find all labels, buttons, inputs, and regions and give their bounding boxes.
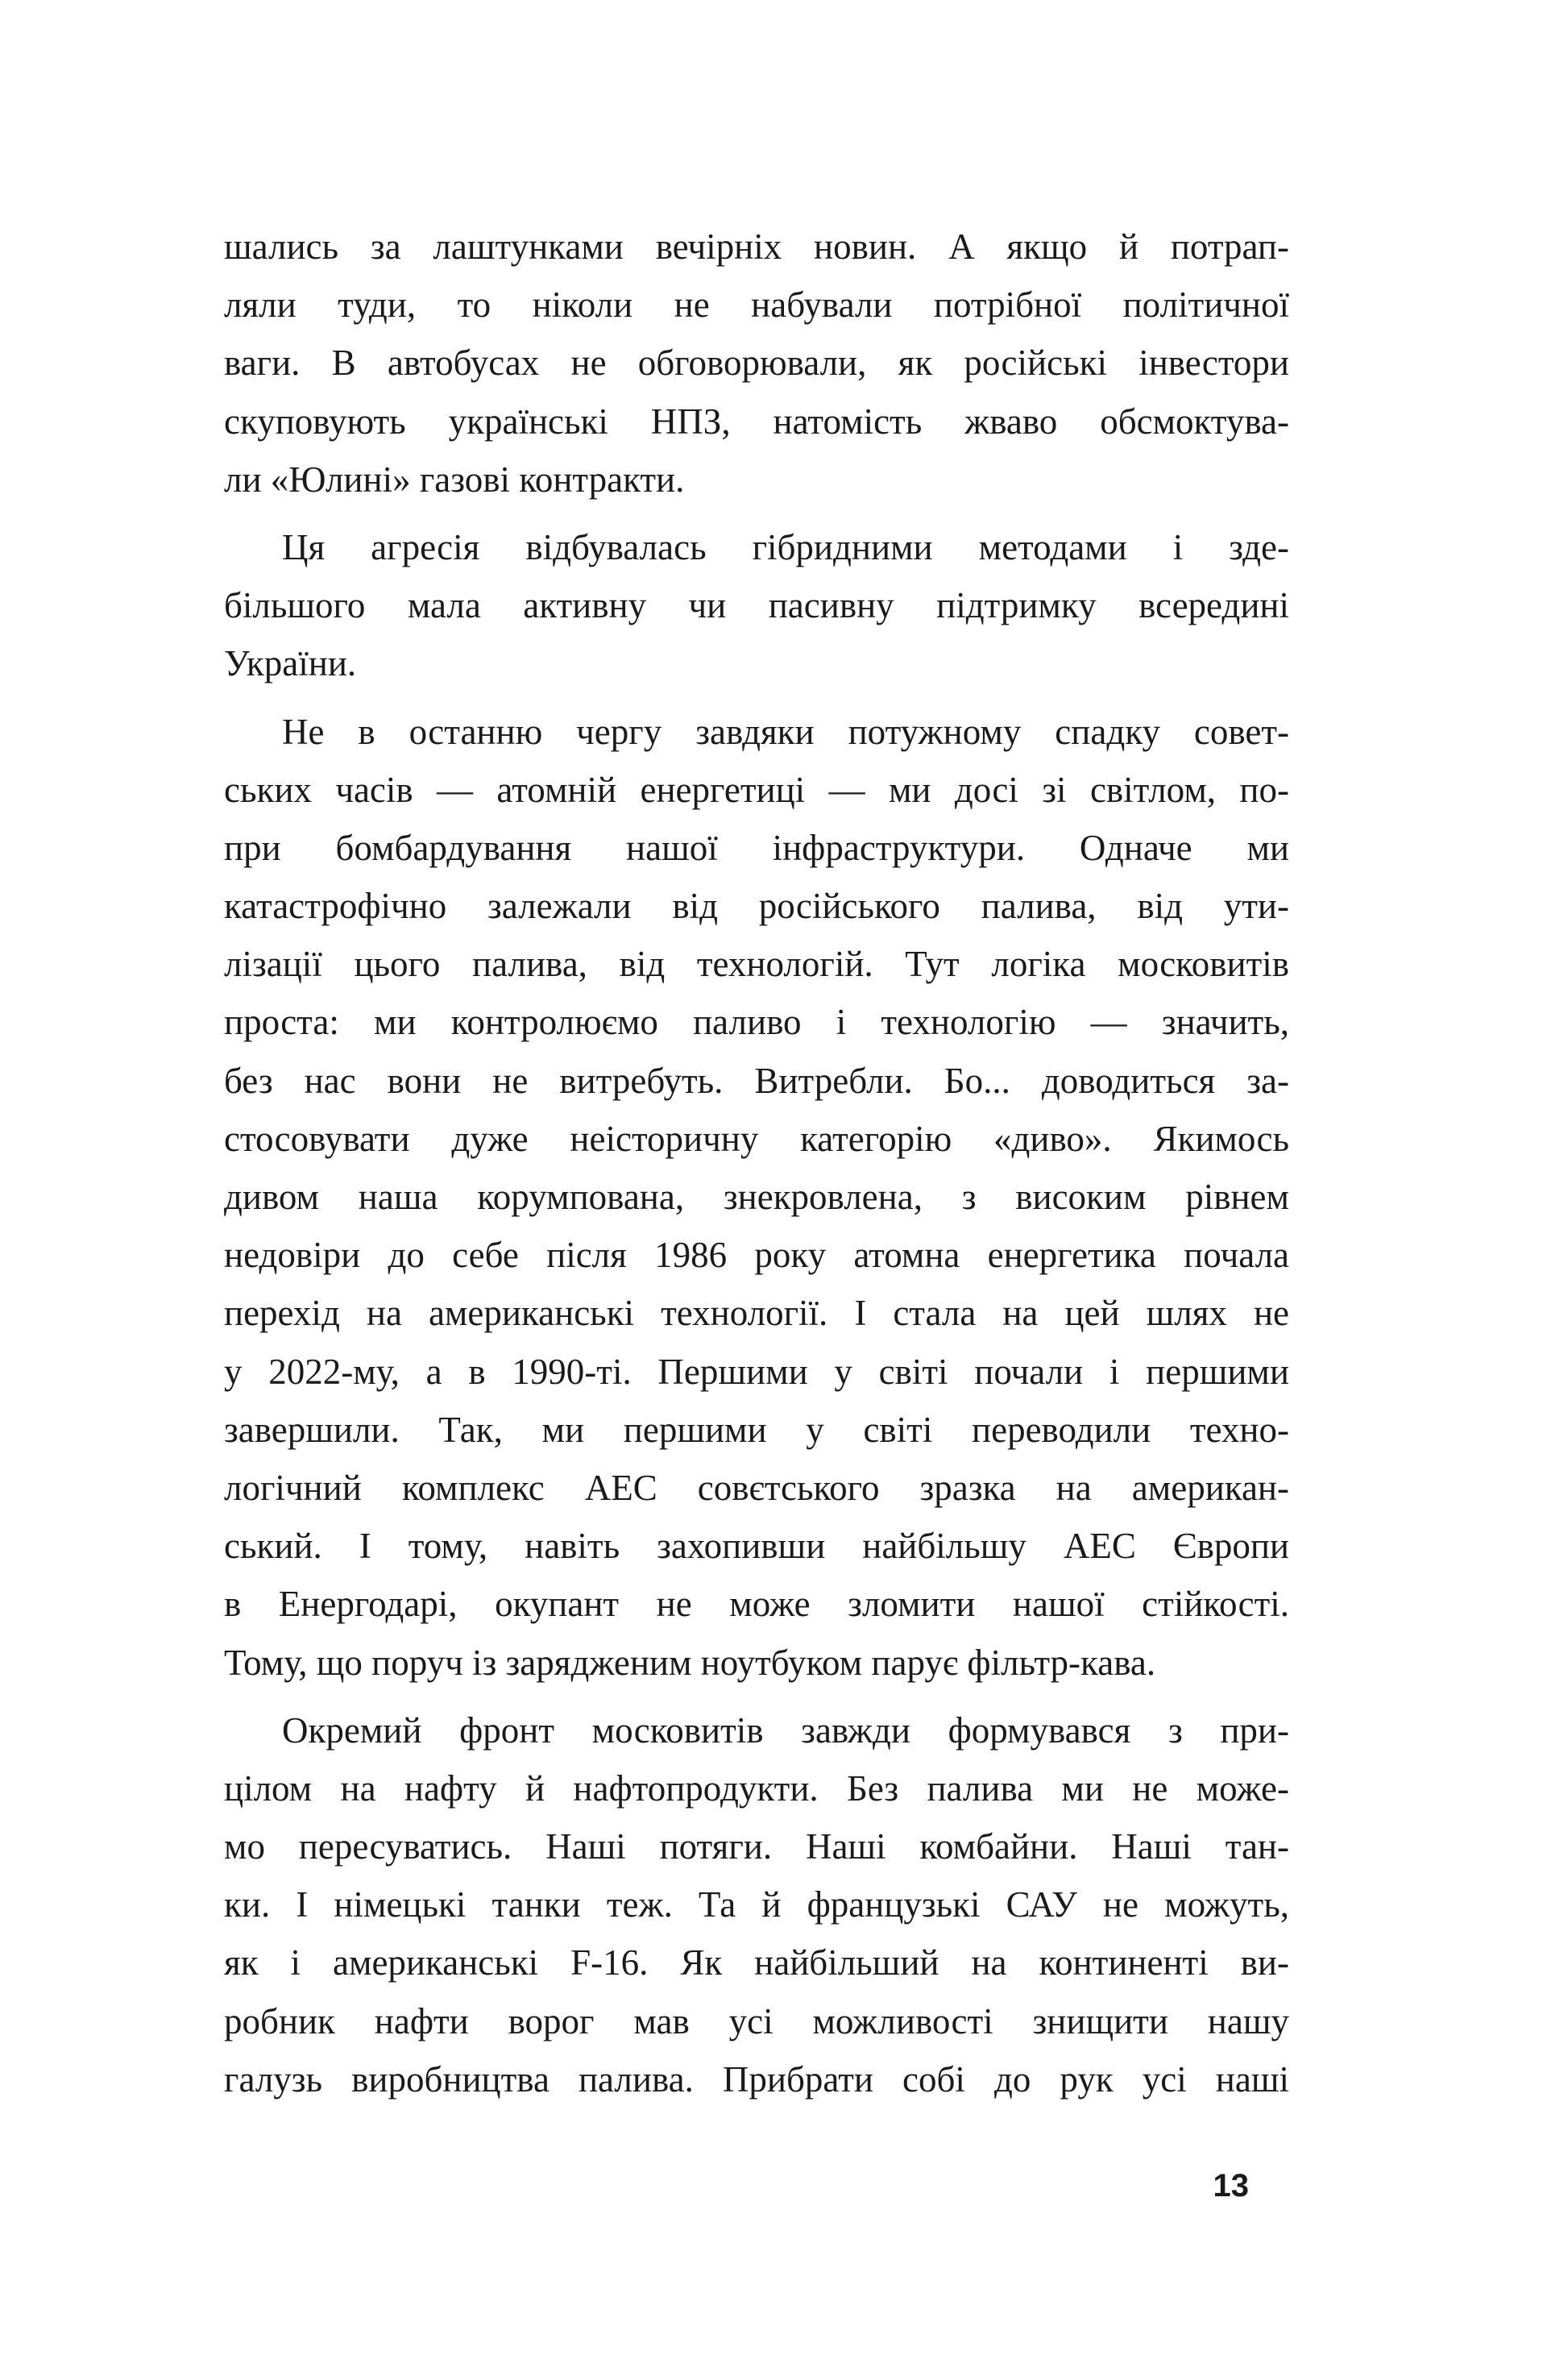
text-line: у 2022-му, а в 1990-ті. Першими у світі почали і першими bbox=[224, 1351, 1289, 1392]
text-line: дивом наша корумпована, знекровлена, з високим рівнем bbox=[224, 1177, 1289, 1217]
text-line: Не в останню чергу завдяки потужному спадку совет- bbox=[282, 711, 1289, 752]
text-line: Тому, що поруч із зарядженим ноутбуком парує фільтр-кава. bbox=[224, 1642, 1156, 1683]
text-line: при бомбардування нашої інфраструктури. Одначе ми bbox=[224, 827, 1289, 868]
paragraph-2 bbox=[224, 518, 1289, 693]
paragraph-3 bbox=[224, 703, 1289, 1692]
text-line: ляли туди, то ніколи не набували потрібної політичної bbox=[224, 285, 1289, 326]
text-line: ських часів — атомній енергетиці — ми досі зі світлом, по- bbox=[224, 769, 1289, 810]
text-line: галузь виробництва палива. Прибрати собі до рук усі наші bbox=[224, 2058, 1289, 2100]
text-line: лізації цього палива, від технологій. Тут логіка московитів bbox=[224, 944, 1289, 985]
text-line: робник нафти ворог мав усі можливості знищити нашу bbox=[224, 2000, 1289, 2041]
text-line: стосовувати дуже неісторичну категорію «диво». Якимось bbox=[224, 1118, 1289, 1159]
text-line: в Енергодарі, окупант не може зломити нашої стійкості. bbox=[224, 1584, 1289, 1625]
text-line: ський. І тому, навіть захопивши найбільшу АЕС Європи bbox=[224, 1526, 1289, 1567]
text-line: більшого мала активну чи пасивну підтримку всередині bbox=[224, 585, 1289, 626]
text-line: катастрофічно залежали від російського палива, від ути- bbox=[224, 886, 1289, 927]
text-line: логічний комплекс АЕС совєтського зразка на американ- bbox=[224, 1467, 1289, 1508]
text-line: скуповують українські НПЗ, натомість жваво обсмоктува- bbox=[224, 401, 1289, 442]
text-line: шались за лаштунками вечірніх новин. А якщо й потрап- bbox=[224, 226, 1289, 267]
text-line: України. bbox=[224, 643, 357, 684]
text-line: завершили. Так, ми першими у світі переводили техно- bbox=[224, 1409, 1289, 1450]
text-line: недовіри до себе після 1986 року атомна енергетика почала bbox=[224, 1235, 1289, 1276]
text-line: ли «Юлині» газові контракти. bbox=[224, 459, 685, 500]
text-line: цілом на нафту й нафтопродукти. Без палива ми не може- bbox=[224, 1767, 1289, 1809]
page-number: 13 bbox=[1213, 2168, 1249, 2203]
body-text bbox=[224, 218, 1289, 2108]
text-line: проста: ми контролюємо паливо і технологію — значить, bbox=[224, 1002, 1289, 1043]
text-line: мо пересуватись. Наші потяги. Наші комбайни. Наші тан- bbox=[224, 1826, 1289, 1867]
text-line: як і американські F-16. Як найбільший на континенті ви- bbox=[224, 1942, 1289, 1983]
paragraph-1 bbox=[224, 218, 1289, 509]
text-line: Окремий фронт московитів завжди формувався з при- bbox=[282, 1709, 1289, 1751]
text-line: Ця агресія відбувалась гібридними методами і зде- bbox=[282, 526, 1289, 567]
text-line: перехід на американські технології. І стала на цей шлях не bbox=[224, 1293, 1289, 1334]
text-line: без нас вони не витребуть. Витребли. Бо... доводиться за- bbox=[224, 1060, 1289, 1101]
text-line: ки. І німецькі танки теж. Та й французькі САУ не можуть, bbox=[224, 1884, 1289, 1925]
text-line: ваги. В автобусах не обговорювали, як російські інвестори bbox=[224, 343, 1289, 384]
paragraph-4 bbox=[224, 1701, 1289, 2108]
